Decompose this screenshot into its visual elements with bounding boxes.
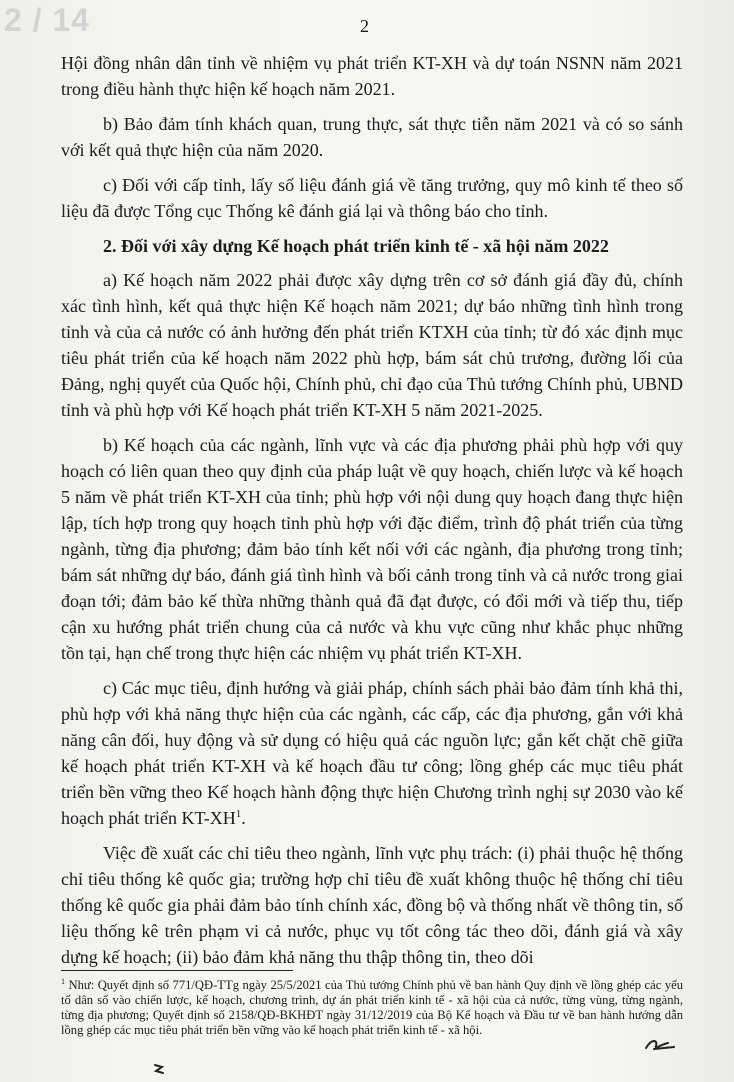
paragraph-tail: . bbox=[241, 808, 246, 828]
document-body bbox=[61, 50, 683, 979]
page-counter: 2 / 14 bbox=[4, 2, 91, 38]
section-heading: 2. Đối với xây dựng Kế hoạch phát triển kinh tế - xã hội năm 2022 bbox=[103, 236, 609, 256]
paragraph-text: c) Các mục tiêu, định hướng và giải pháp, chính sách phải bảo đảm tính khả thi, phù hợp với khả năng thực hiện của các ngành, các cấp, các địa phương, gắn với khả năng cân đối, huy động và sử dụng có hiệu quả các nguồn lực; gắn kết chặt chẽ giữa kế hoạch phát triển KT-XH và kế hoạch đầu tư công; lồng ghép các mục tiêu phát triển bền vững theo Kế hoạch hành động thực hiện Chương trình nghị sự 2030 vào kế hoạch phát triển KT-XH bbox=[61, 678, 683, 828]
paragraph bbox=[61, 675, 683, 831]
paragraph: b) Kế hoạch của các ngành, lĩnh vực và các địa phương phải phù hợp với quy hoạch có liên quan theo quy định của pháp luật về quy hoạch, chiến lược và kế hoạch 5 năm về phát triển KT-XH của tỉnh; phù hợp với nội dung quy hoạch đang thực hiện lập, tích hợp trong quy hoạch tỉnh phù hợp với đặc điểm, trình độ phát triển của từng ngành, từng địa phương; đảm bảo tính kết nối với các ngành, địa phương trong tỉnh; bám sát những dự báo, đánh giá tình hình và bối cảnh trong tỉnh và cả nước trong giai đoạn tới; đảm bảo kế thừa những thành quả đã đạt được, có đổi mới và tiếp thu, tiếp cận xu hướng phát triển chung của cả nước và khu vực cũng như khắc phục những tồn tại, hạn chế trong thực hiện các nhiệm vụ phát triển KT-XH. bbox=[61, 435, 683, 663]
paragraph: c) Đối với cấp tỉnh, lấy số liệu đánh giá về tăng trưởng, quy mô kinh tế theo số liệu đã được Tổng cục Thống kê đánh giá lại và thông báo cho tỉnh. bbox=[61, 175, 683, 221]
footnote-marker: 1 bbox=[61, 976, 65, 986]
footnote-divider bbox=[61, 970, 293, 971]
page-number: 2 bbox=[360, 16, 369, 36]
paragraph: a) Kế hoạch năm 2022 phải được xây dựng trên cơ sở đánh giá đầy đủ, chính xác tình hình, kết quả thực hiện Kế hoạch năm 2021; dự báo những tình hình trong tỉnh và của cả nước có ảnh hưởng đến phát triển KTXH của tỉnh; từ đó xác định mục tiêu phát triển của kế hoạch năm 2022 phù hợp, bám sát chủ trương, đường lối của Đảng, nghị quyết của Quốc hội, Chính phủ, chỉ đạo của Thủ tướng Chính phủ, UBND tỉnh và phù hợp với Kế hoạch phát triển KT-XH 5 năm 2021-2025. bbox=[61, 270, 683, 420]
initials-mark bbox=[644, 1036, 678, 1054]
paragraph: Việc đề xuất các chỉ tiêu theo ngành, lĩnh vực phụ trách: (i) phải thuộc hệ thống chỉ tiêu thống kê quốc gia; trường hợp chỉ tiêu đề xuất không thuộc hệ thống chỉ tiêu thống kê quốc gia phải đảm bảo tính chính xác, đồng bộ và thống nhất về thông tin, số liệu thống kê trên phạm vi cả nước, phục vụ tốt công tác theo dõi, đánh giá và xây dựng kế hoạch; (ii) bảo đảm khả năng thu thập thông tin, theo dõi bbox=[61, 843, 683, 967]
footnote-text: Như: Quyết định số 771/QĐ-TTg ngày 25/5/2021 của Thủ tướng Chính phủ về ban hành Quy định về lồng ghép các yếu tố dân số vào chiến lược, kế hoạch, chương trình, dự án phát triển kinh tế - xã hội của cả nước, từng vùng, từng ngành, từng địa phương; Quyết định số 2158/QĐ-BKHĐT ngày 31/12/2019 của Bộ Kế hoạch và Đầu tư về ban hành hướng dẫn lồng ghép các mục tiêu phát triển bền vững vào kế hoạch phát triển kinh tế - xã hội. bbox=[61, 978, 683, 1037]
paragraph: b) Bảo đảm tính khách quan, trung thực, sát thực tiễn năm 2021 và có so sánh với kết quả thực hiện của năm 2020. bbox=[61, 114, 683, 160]
paragraph: Hội đồng nhân dân tỉnh về nhiệm vụ phát triển KT-XH và dự toán NSNN năm 2021 trong điều hành thực hiện kế hoạch năm 2021. bbox=[61, 53, 683, 99]
margin-mark bbox=[152, 1063, 168, 1077]
footnote-ref[interactable]: 1 bbox=[235, 808, 242, 820]
footnote bbox=[61, 978, 683, 1038]
